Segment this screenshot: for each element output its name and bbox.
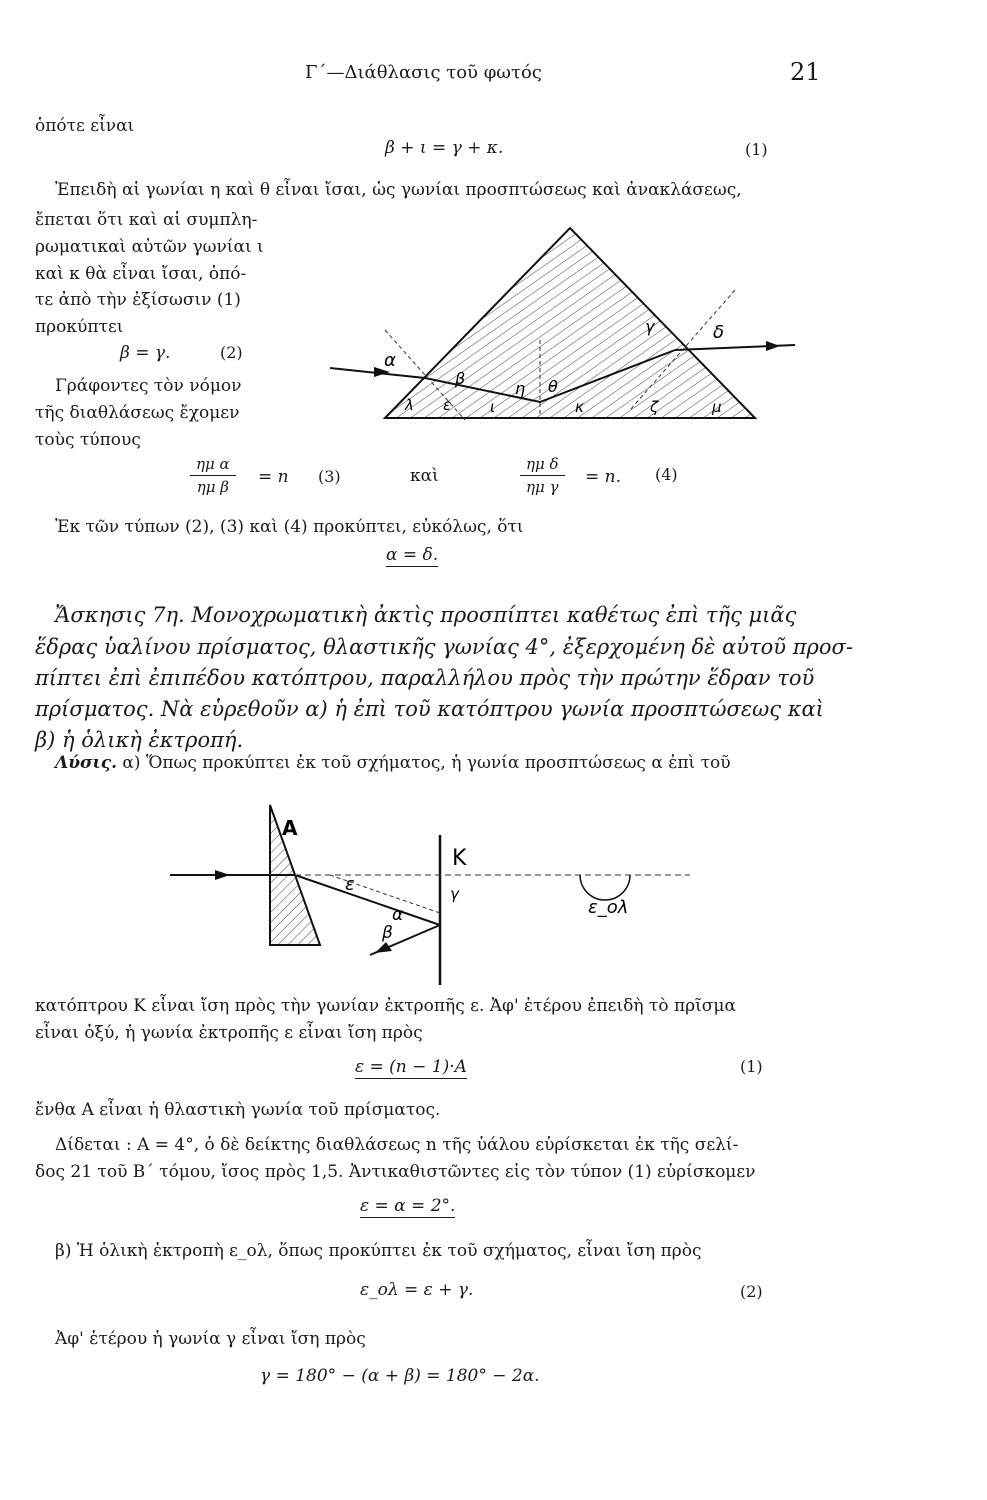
text-line: Δίδεται : A = 4°, ὁ δὲ δείκτης διαθλάσεως n τῆς ὑάλου εὑρίσκεται ἐκ τῆς σελί-: [55, 1135, 739, 1155]
text-line: κατόπτρου K εἶναι ἴση πρὸς τὴν γωνίαν ἐκτροπῆς ε. Ἀφ' ἑτέρου ἐπειδὴ τὸ πρῖσμα: [35, 996, 736, 1016]
angle-label: η: [515, 379, 526, 398]
result-equation: α = δ.: [386, 545, 439, 565]
angle-label: γ: [645, 317, 655, 336]
solution-text: α) Ὅπως προκύπτει ἐκ τοῦ σχήματος, ἡ γωνία προσπτώσεως α ἐπὶ τοῦ: [122, 753, 731, 773]
angle-label: α: [384, 350, 396, 371]
equation-number: (1): [740, 1057, 763, 1076]
refracted-ray: [295, 875, 440, 925]
fraction-4: [520, 455, 565, 496]
equation-total: ε_ολ = ε + γ.: [360, 1280, 474, 1300]
paragraph-line: Ἐκ τῶν τύπων (2), (3) καὶ (4) προκύπτει, εὐκόλως, ὅτι: [55, 517, 524, 537]
fraction-numerator: ημ δ: [520, 455, 565, 476]
paragraph-line: προκύπτει: [35, 317, 124, 337]
arrow-icon: [375, 942, 392, 953]
angle-label: α: [392, 905, 404, 925]
fraction-rhs: = n: [258, 467, 289, 487]
fraction-rhs: = n.: [585, 467, 622, 487]
paragraph-line: τῆς διαθλάσεως ἔχομεν: [35, 403, 240, 423]
paragraph-line: καὶ κ θὰ εἶναι ἴσαι, ὁπό-: [35, 264, 247, 284]
exercise-text: Μονοχρωματικὴ ἀκτὶς προσπίπτει καθέτως ἐπὶ τῆς μιᾶς: [191, 603, 797, 627]
equation-number: (2): [740, 1282, 763, 1301]
exercise-line: ἕδρας ὑαλίνου πρίσματος, θλαστικῆς γωνίας 4°, ἐξερχομένη δὲ αὐτοῦ προσ-: [35, 635, 853, 659]
angle-label: δ: [713, 322, 725, 343]
conjunction: καὶ: [410, 466, 439, 486]
text-line: δος 21 τοῦ Β΄ τόμου, ἴσος πρὸς 1,5. Ἀντικαθιστῶντες εἰς τὸν τύπον (1) εὑρίσκομεν: [35, 1162, 756, 1182]
paragraph-line: Ἐπειδὴ αἱ γωνίαι η καὶ θ εἶναι ἴσαι, ὡς γωνίαι προσπτώσεως καὶ ἀνακλάσεως,: [55, 180, 742, 200]
angle-label: θ: [548, 377, 558, 396]
angle-label: β: [382, 923, 393, 943]
equation-1: β + ι = γ + κ.: [385, 138, 504, 158]
exercise-line: πρίσματος. Νὰ εὑρεθοῦν α) ἡ ἐπὶ τοῦ κατόπτρου γωνία προσπτώσεως καὶ: [35, 697, 824, 721]
prism-angle-label: A: [282, 816, 298, 840]
fraction-denominator: ημ β: [196, 478, 229, 496]
exercise-line-1: [55, 598, 796, 632]
paragraph-line: ἔπεται ὅτι καὶ αἱ συμπλη-: [35, 210, 258, 230]
fraction-denominator: ημ γ: [526, 478, 559, 496]
text-line: ὁπότε εἶναι: [35, 116, 135, 136]
arrow-icon: [215, 870, 230, 880]
paragraph-line: τοὺς τύπους: [35, 430, 141, 450]
result-equation: ε = α = 2°.: [360, 1196, 456, 1216]
angle-label: κ: [575, 398, 584, 416]
angle-label: γ: [450, 885, 459, 903]
fraction-numerator: ημ α: [190, 455, 236, 476]
solution-line: [55, 750, 731, 776]
angle-label: μ: [712, 398, 722, 416]
angle-label: ι: [490, 398, 496, 416]
equation-2: β = γ.: [120, 343, 171, 363]
equation-epsilon: ε = (n − 1)·A: [355, 1057, 467, 1077]
text-line: ἔνθα A εἶναι ἡ θλαστικὴ γωνία τοῦ πρίσματος.: [35, 1100, 441, 1120]
equation-number: (1): [745, 140, 768, 159]
fraction-3: [190, 455, 236, 496]
equation-number: (3): [318, 467, 341, 486]
prism-figure: [330, 220, 800, 430]
text-line: Ἀφ' ἑτέρου ἡ γωνία γ εἶναι ἴση πρὸς: [55, 1329, 366, 1349]
paragraph-line: τε ἀπὸ τὴν ἐξίσωσιν (1): [35, 290, 241, 310]
equation-number: (4): [655, 465, 678, 484]
solution-label: Λύσις.: [55, 753, 118, 773]
angle-label: λ: [405, 396, 414, 414]
mirror-label: K: [452, 846, 467, 871]
equation-number: (2): [220, 343, 243, 362]
paragraph-line: ρωματικαὶ αὐτῶν γωνίαι ι: [35, 237, 264, 257]
exercise-line: β) ἡ ὁλικὴ ἐκτροπή.: [35, 728, 244, 752]
angle-label: ε: [345, 874, 355, 895]
angle-label: β: [455, 369, 466, 388]
equation-gamma: γ = 180° − (α + β) = 180° − 2α.: [260, 1366, 540, 1386]
mirror-figure: [170, 795, 750, 995]
angle-label: ζ: [650, 398, 659, 416]
text-line: β) Ἡ ὁλικὴ ἐκτροπὴ ε_ολ, ὅπως προκύπτει ἐκ τοῦ σχήματος, εἶναι ἴση πρὸς: [55, 1241, 702, 1261]
running-header: Γ΄—Διάθλασις τοῦ φωτός: [305, 62, 542, 83]
page-number: 21: [790, 58, 821, 86]
arrow-icon: [766, 341, 780, 351]
angle-label: ε_ολ: [588, 897, 629, 918]
text-line: εἶναι ὀξύ, ἡ γωνία ἐκτροπῆς ε εἶναι ἴση πρὸς: [35, 1023, 423, 1043]
exercise-line: πίπτει ἐπὶ ἐπιπέδου κατόπτρου, παραλλήλου πρὸς τὴν πρώτην ἕδραν τοῦ: [35, 666, 815, 690]
paragraph-line: Γράφοντες τὸν νόμον: [55, 376, 242, 396]
exercise-title: Ἄσκησις 7η.: [55, 603, 185, 627]
angle-label: ε: [443, 396, 452, 414]
